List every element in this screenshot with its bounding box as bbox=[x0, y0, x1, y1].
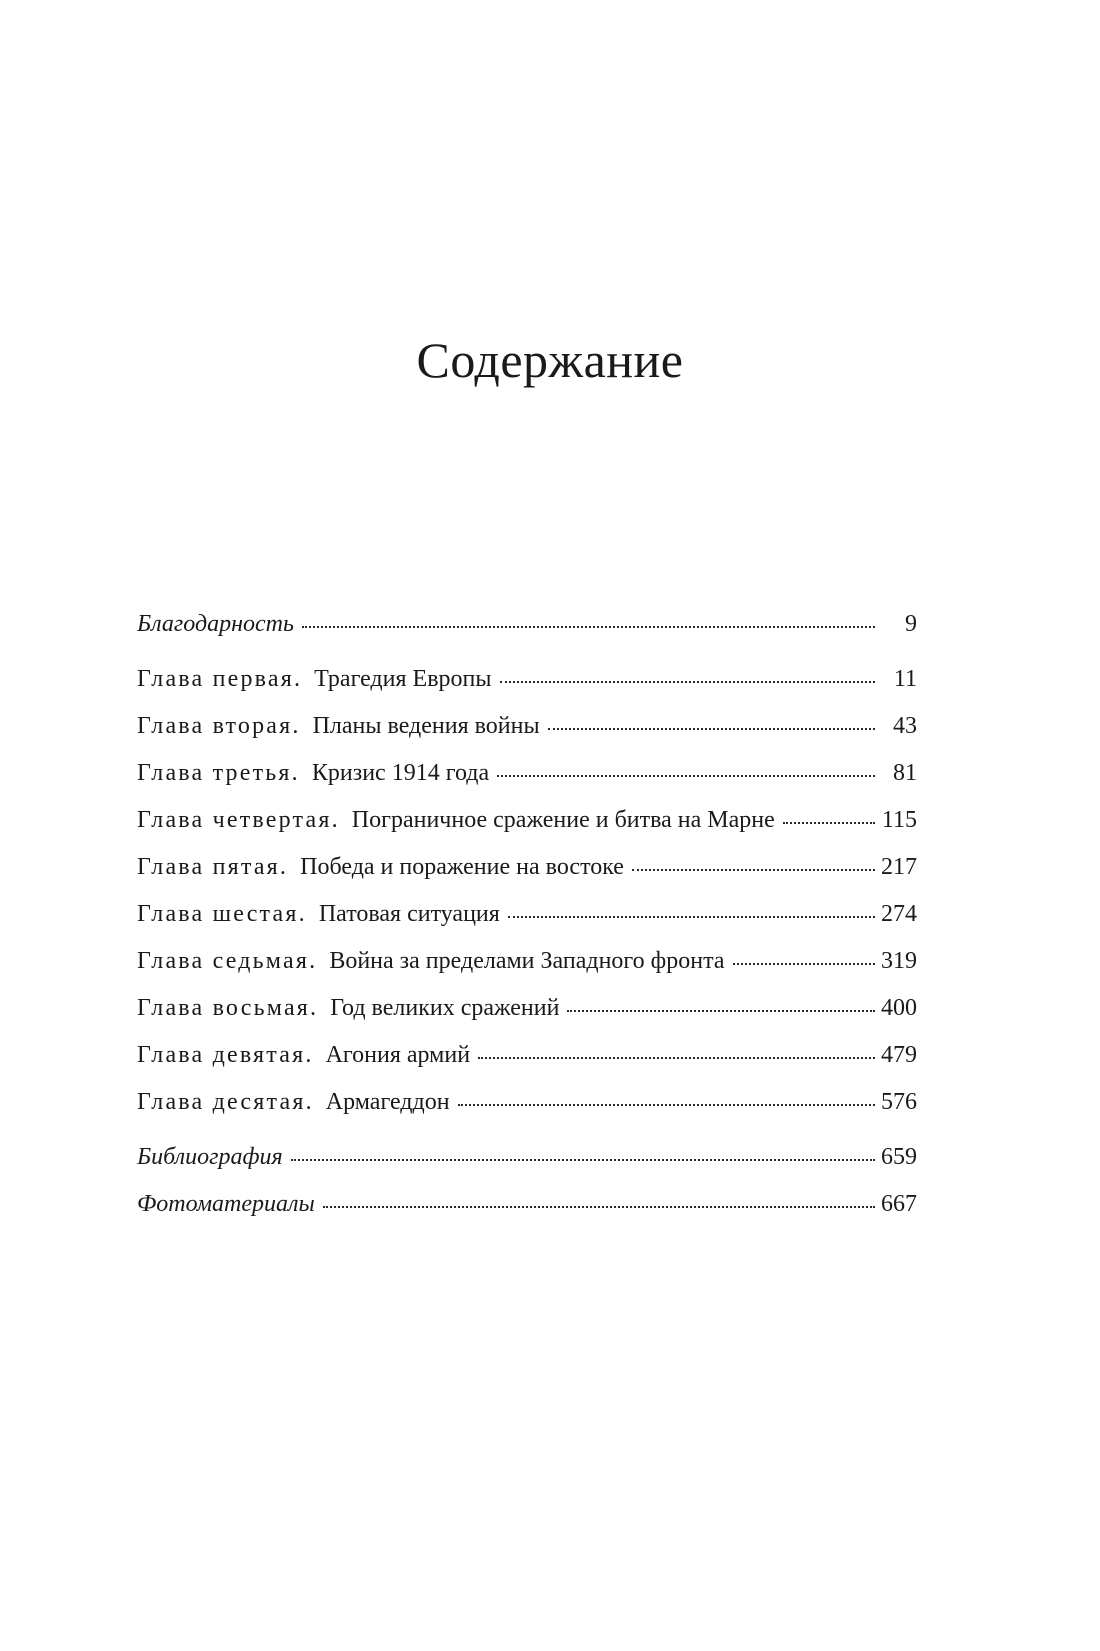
chapter-number: Глава шестая. bbox=[137, 901, 307, 927]
toc-entry-bibliography bbox=[137, 1145, 917, 1192]
toc-page-number: 479 bbox=[881, 1042, 917, 1068]
chapter-number: Глава восьмая. bbox=[137, 995, 319, 1021]
toc-entry-chapter-6 bbox=[137, 902, 917, 949]
toc-page-number: 400 bbox=[881, 995, 917, 1021]
chapter-number: Глава вторая. bbox=[137, 713, 301, 739]
toc-page-number: 667 bbox=[881, 1191, 917, 1217]
chapter-number: Глава десятая. bbox=[137, 1089, 314, 1115]
chapter-number: Глава седьмая. bbox=[137, 948, 318, 974]
toc-entry-chapter-3 bbox=[137, 761, 917, 808]
chapter-title: Кризис 1914 года bbox=[311, 760, 490, 786]
chapter-number: Глава третья. bbox=[137, 760, 300, 786]
dot-leader bbox=[733, 963, 876, 965]
dot-leader bbox=[323, 1206, 875, 1208]
chapter-title: Армагеддон bbox=[325, 1089, 450, 1115]
toc-page-number: 576 bbox=[881, 1089, 917, 1115]
dot-leader bbox=[508, 916, 875, 918]
dot-leader bbox=[783, 822, 875, 824]
toc-page-number: 81 bbox=[893, 760, 917, 786]
chapter-number: Глава девятая. bbox=[137, 1042, 314, 1068]
chapter-title: Война за пределами Западного фронта bbox=[329, 948, 725, 974]
toc-entry-chapter-8 bbox=[137, 996, 917, 1043]
dot-leader bbox=[458, 1104, 875, 1106]
toc-entry-acknowledgements bbox=[137, 612, 917, 659]
chapter-title: Трагедия Европы bbox=[314, 666, 492, 692]
toc-entry-photos bbox=[137, 1192, 917, 1239]
toc-page-number: 217 bbox=[881, 854, 917, 880]
toc-page-number: 9 bbox=[905, 611, 917, 637]
toc-entry-chapter-7 bbox=[137, 949, 917, 996]
page-title: Содержание bbox=[416, 332, 684, 388]
toc-page-number: 659 bbox=[881, 1144, 917, 1170]
toc-entry-chapter-10 bbox=[137, 1090, 917, 1137]
chapter-title: Пограничное сражение и битва на Марне bbox=[351, 807, 775, 833]
chapter-number: Глава пятая. bbox=[137, 854, 289, 880]
chapter-title: Год великих сражений bbox=[330, 995, 560, 1021]
toc-entry-label: Библиография bbox=[137, 1144, 283, 1170]
chapter-title: Планы ведения войны bbox=[312, 713, 540, 739]
dot-leader bbox=[567, 1010, 875, 1012]
toc-page-number: 319 bbox=[881, 948, 917, 974]
dot-leader bbox=[548, 728, 875, 730]
dot-leader bbox=[632, 869, 875, 871]
chapter-title: Победа и поражение на востоке bbox=[300, 854, 624, 880]
dot-leader bbox=[497, 775, 875, 777]
chapter-number: Глава четвертая. bbox=[137, 807, 340, 833]
dot-leader bbox=[291, 1159, 875, 1161]
dot-leader bbox=[478, 1057, 875, 1059]
chapter-title: Агония армий bbox=[325, 1042, 471, 1068]
chapter-number: Глава первая. bbox=[137, 666, 303, 692]
toc-entry-label: Фотоматериалы bbox=[137, 1191, 315, 1217]
toc-page-number: 43 bbox=[893, 713, 917, 739]
toc-entry-label: Благодарность bbox=[137, 611, 294, 637]
table-of-contents bbox=[137, 612, 917, 1239]
toc-entry-chapter-2 bbox=[137, 714, 917, 761]
dot-leader bbox=[500, 681, 876, 683]
dot-leader bbox=[302, 626, 875, 628]
toc-page-number: 115 bbox=[881, 807, 917, 833]
toc-page-number: 274 bbox=[881, 901, 917, 927]
toc-entry-chapter-5 bbox=[137, 855, 917, 902]
toc-page-number: 11 bbox=[893, 666, 917, 692]
toc-entry-chapter-1 bbox=[137, 667, 917, 714]
chapter-title: Патовая ситуация bbox=[318, 901, 500, 927]
toc-entry-chapter-9 bbox=[137, 1043, 917, 1090]
toc-entry-chapter-4 bbox=[137, 808, 917, 855]
